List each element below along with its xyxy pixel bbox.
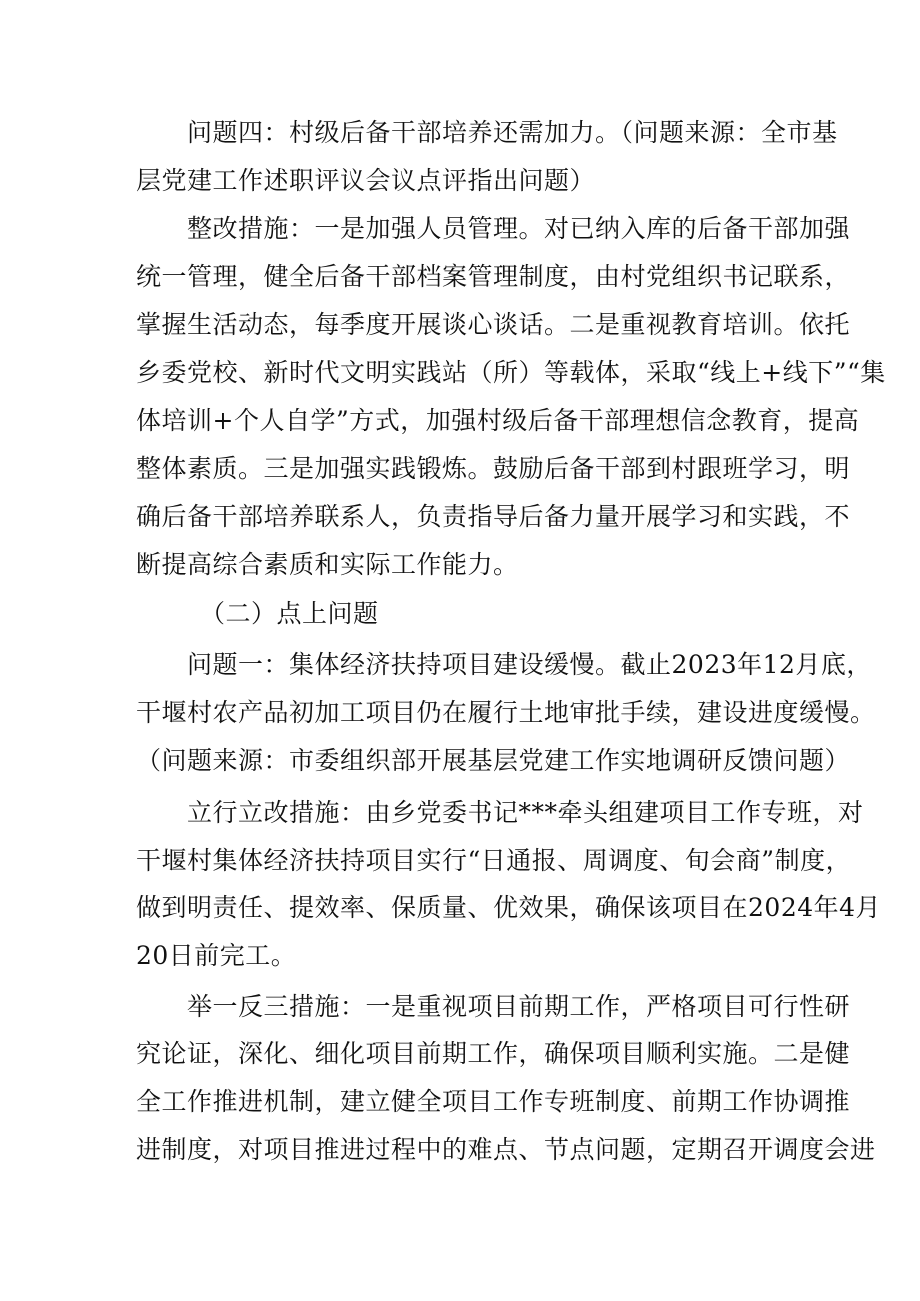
text-line: 整体素质。三是加强实践锻炼。鼓励后备干部到村跟班学习，明 — [136, 454, 851, 483]
text-line: 干堰村集体经济扶持项目实行“日通报、周调度、旬会商”制度， — [136, 846, 852, 875]
text-line: 全工作推进机制，建立健全项目工作专班制度、前期工作协调推 — [136, 1087, 851, 1116]
text-line: 干堰村农产品初加工项目仍在履行土地审批手续，建设进度缓慢。 — [136, 698, 876, 727]
text-line: 层党建工作述职评议会议点评指出问题） — [136, 166, 596, 195]
section-heading: （二）点上问题 — [136, 599, 379, 628]
text-line: 做到明责任、提效率、保质量、优效果，确保该项目在2024年4月 — [136, 893, 882, 922]
text-line: （问题来源：市委组织部开展基层党建工作实地调研反馈问题） — [136, 746, 851, 775]
text-line: 体培训+个人自学”方式，加强村级后备干部理想信念教育，提高 — [136, 406, 860, 435]
text-line: 问题一：集体经济扶持项目建设缓慢。截止2023年12月底， — [136, 650, 872, 679]
text-line: 确后备干部培养联系人，负责指导后备力量开展学习和实践，不 — [136, 502, 851, 531]
text-line: 断提高综合素质和实际工作能力。 — [136, 550, 519, 579]
text-line: 究论证，深化、细化项目前期工作，确保项目顺利实施。二是健 — [136, 1039, 851, 1068]
text-line: 举一反三措施：一是重视项目前期工作，严格项目可行性研 — [136, 992, 851, 1021]
text-line: 立行立改措施：由乡党委书记***牵头组建项目工作专班，对 — [136, 798, 864, 827]
text-line: 20日前完工。 — [136, 941, 297, 970]
text-line: 问题四：村级后备干部培养还需加力。（问题来源：全市基 — [136, 118, 838, 147]
text-line: 乡委党校、新时代文明实践站（所）等载体，采取“线上+线下”“集 — [136, 358, 886, 387]
text-line: 掌握生活动态，每季度开展谈心谈话。二是重视教育培训。依托 — [136, 310, 851, 339]
text-line: 统一管理，健全后备干部档案管理制度，由村党组织书记联系， — [136, 262, 851, 291]
text-line: 进制度，对项目推进过程中的难点、节点问题，定期召开调度会进 — [136, 1135, 876, 1164]
text-line: 整改措施：一是加强人员管理。对已纳入库的后备干部加强 — [136, 214, 851, 243]
